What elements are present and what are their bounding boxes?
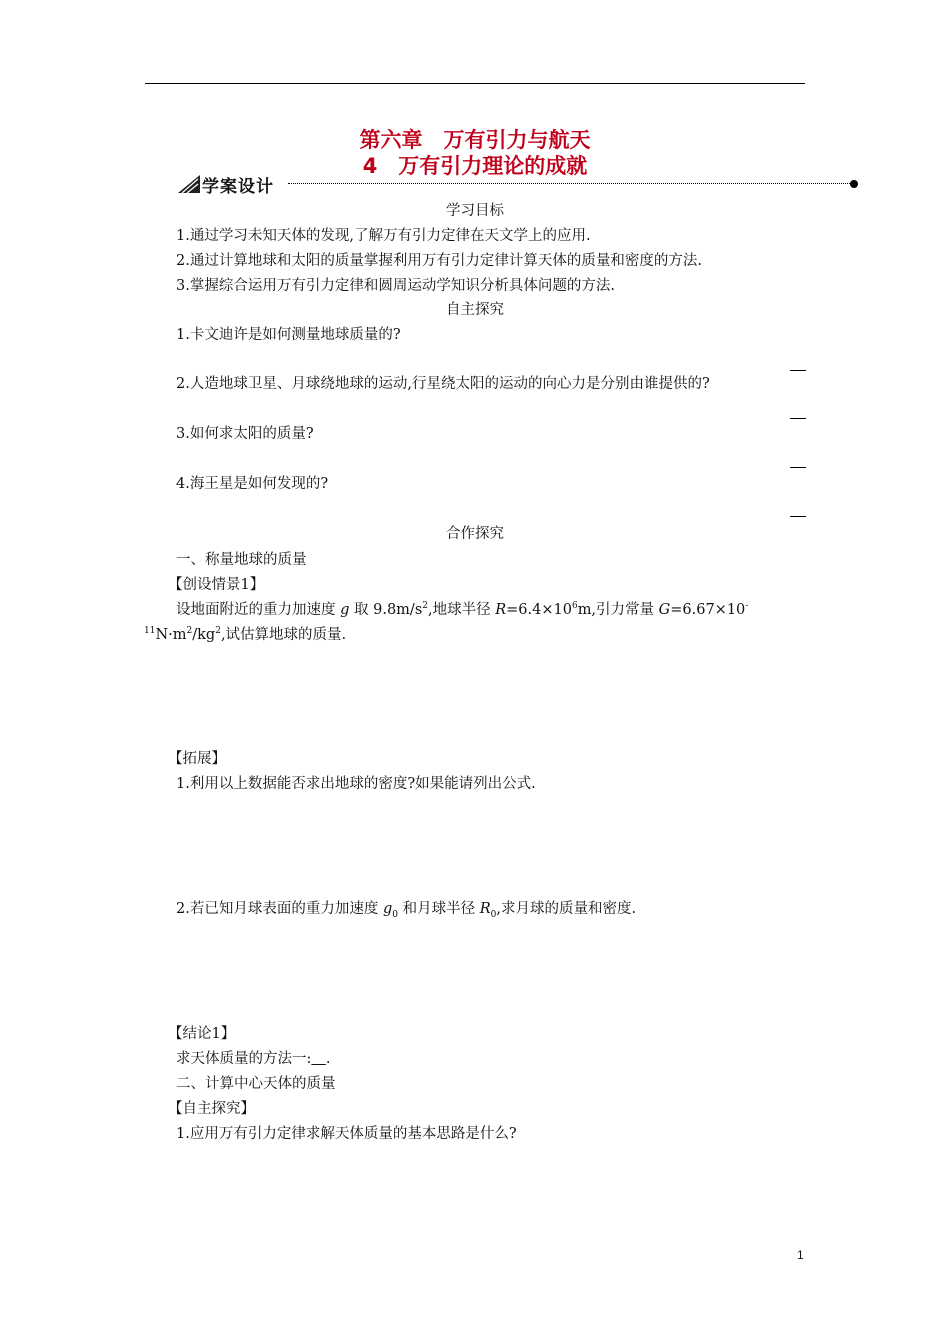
coop-heading: 合作探究 — [446, 526, 504, 542]
extension-item: 2.若已知月球表面的重力加速度 $g_0$ 和月球半径 $R_0$,求月球的质量和密度. — [176, 901, 637, 920]
answer-line — [790, 418, 806, 419]
goal-item: 1.通过学习未知天体的发现,了解万有引力定律在天文学上的应用. — [176, 228, 591, 244]
question-item: 1.卡文迪许是如何测量地球质量的? — [176, 327, 401, 343]
scenario-text: 设地面附近的重力加速度 g 取 $9.8m/s^2$,地球半径 $R=6.4\times 10^6m$,引力常量 G=6.67×10- — [176, 601, 749, 618]
banner-label: 学案设计 — [202, 177, 274, 197]
section-banner — [178, 172, 860, 196]
part1-title: 一、称量地球的质量 — [176, 552, 307, 568]
question-item: 2.人造地球卫星、月球绕地球的运动,行星绕太阳的运动的向心力是分别由谁提供的? — [176, 376, 710, 392]
conclusion-blank[interactable] — [311, 1051, 326, 1067]
answer-line — [790, 370, 806, 371]
extension-label: 【拓展】 — [168, 751, 226, 767]
part2-title: 二、计算中心天体的质量 — [176, 1076, 336, 1092]
conclusion-label: 【结论1】 — [168, 1026, 236, 1042]
goal-item: 2.通过计算地球和太阳的质量掌握利用万有引力定律计算天体的质量和密度的方法. — [176, 253, 702, 269]
banner-triangle-icon — [178, 175, 200, 193]
scenario-label: 【创设情景1】 — [168, 577, 265, 593]
question-item: 3.如何求太阳的质量? — [176, 426, 314, 442]
banner-end-dot — [850, 180, 858, 188]
extension-item: 1.利用以上数据能否求出地球的密度?如果能请列出公式. — [176, 776, 536, 792]
goal-item: 3.掌握综合运用万有引力定律和圆周运动学知识分析具体问题的方法. — [176, 278, 615, 294]
page-number: 1 — [797, 1248, 804, 1262]
chapter-title: 第六章 万有引力与航天 — [359, 128, 591, 152]
banner-dotted-line — [288, 183, 854, 184]
goals-heading: 学习目标 — [446, 203, 504, 219]
question-item: 4.海王星是如何发现的? — [176, 476, 329, 492]
part2-question: 1.应用万有引力定律求解天体质量的基本思路是什么? — [176, 1126, 517, 1142]
self-inquiry-label: 【自主探究】 — [168, 1101, 255, 1117]
self-study-heading: 自主探究 — [446, 302, 504, 318]
header-rule — [145, 83, 805, 84]
answer-line — [790, 516, 806, 517]
conclusion-text: 求天体质量的方法一: . — [176, 1051, 331, 1067]
section-title: 4 万有引力理论的成就 — [362, 154, 588, 178]
answer-line — [790, 467, 806, 468]
scenario-text-cont: $^{11}N\cdot m^2/kg^2$,试估算地球的质量. — [144, 626, 347, 643]
